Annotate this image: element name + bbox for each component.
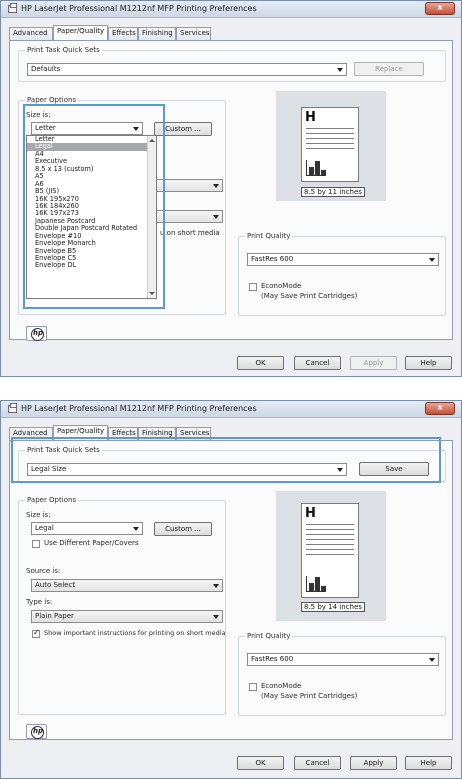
tab-effects[interactable]: Effects [108, 427, 138, 440]
print-quality-value: FastRes 600 [251, 255, 294, 263]
size-option[interactable]: 16K 184x260 [35, 201, 79, 210]
heading-glyph: H [305, 506, 316, 521]
print-quality-select[interactable] [247, 653, 439, 666]
paper-options-title: Paper Options [27, 496, 77, 504]
heading-glyph: H [305, 110, 316, 125]
ok-button[interactable]: OK [237, 756, 284, 770]
print-quality-title: Print Quality [247, 232, 291, 240]
quick-set-select[interactable] [27, 463, 347, 476]
close-button[interactable]: x [425, 2, 455, 15]
size-option[interactable]: A4 [35, 149, 44, 158]
tab-paper-quality[interactable]: Paper/Quality [53, 25, 108, 40]
tab-finishing[interactable]: Finishing [138, 427, 176, 440]
chevron-down-icon [213, 615, 219, 619]
printer-icon [8, 5, 17, 13]
printing-preferences-dialog-1 [0, 0, 462, 377]
show-instructions-label: Show important instructions for printing on short media [44, 629, 226, 637]
size-option[interactable]: Envelope #10 [35, 231, 82, 240]
tab-services[interactable]: Services [176, 427, 211, 440]
source-select[interactable] [31, 579, 223, 592]
title-bar [1, 401, 461, 418]
title-bar [1, 1, 461, 18]
size-option[interactable]: 8.5 x 13 (custom) [35, 164, 94, 173]
quick-set-select[interactable] [27, 63, 347, 76]
preview-size-caption: 8.5 by 11 inches [301, 187, 365, 197]
dropdown-scrollbar[interactable] [147, 136, 156, 298]
window-title: HP LaserJet Professional M1212nf MFP Printing Preferences [21, 4, 257, 13]
apply-button[interactable]: Apply [350, 756, 397, 770]
chevron-down-icon [133, 527, 139, 531]
size-option[interactable]: A5 [35, 172, 44, 181]
size-option[interactable]: Envelope Monarch [35, 239, 96, 248]
close-button[interactable]: x [425, 402, 455, 415]
chevron-down-icon [429, 658, 435, 662]
size-option[interactable]: Japanese Postcard [35, 216, 96, 225]
custom-size-button[interactable]: Custom ... [154, 522, 212, 536]
help-button[interactable]: Help [405, 356, 452, 370]
tab-advanced[interactable]: Advanced [9, 27, 53, 40]
size-option[interactable]: Envelope B5 [35, 246, 77, 255]
help-button[interactable]: Help [405, 756, 452, 770]
chevron-down-icon [429, 258, 435, 262]
chevron-down-icon [337, 68, 343, 72]
size-value: Legal [35, 524, 54, 532]
tab-finishing[interactable]: Finishing [138, 27, 176, 40]
print-quality-select[interactable] [247, 253, 439, 266]
size-option[interactable]: Envelope C5 [35, 254, 77, 262]
cancel-button[interactable]: Cancel [294, 356, 341, 370]
chevron-down-icon [337, 468, 343, 472]
preview-page [301, 503, 359, 598]
paper-quality-panel [9, 440, 453, 740]
quick-set-value: Legal Size [31, 465, 67, 473]
tab-advanced[interactable]: Advanced [9, 427, 53, 440]
size-option[interactable]: B5 (JIS) [35, 187, 60, 196]
size-option[interactable]: Executive [35, 157, 68, 166]
hp-logo: hp [26, 326, 47, 341]
size-option[interactable]: Double Japan Postcard Rotated [35, 224, 138, 233]
scroll-up-icon[interactable] [149, 139, 155, 142]
quick-set-value: Defaults [31, 65, 61, 73]
preview-page [301, 107, 359, 182]
ok-button[interactable]: OK [237, 356, 284, 370]
tab-paper-quality[interactable]: Paper/Quality [53, 425, 108, 440]
size-option[interactable]: A6 [35, 179, 44, 188]
economode-note: (May Save Print Cartridges) [261, 292, 358, 300]
printer-icon [8, 405, 17, 413]
scroll-down-icon[interactable] [149, 292, 155, 295]
tab-services[interactable]: Services [176, 27, 211, 40]
size-label: Size is: [26, 111, 51, 119]
type-label: Type is: [26, 598, 53, 606]
print-quality-value: FastRes 600 [251, 655, 294, 663]
custom-size-button[interactable]: Custom ... [154, 122, 212, 136]
type-value: Plain Paper [35, 612, 74, 620]
chart-thumbnail-icon [306, 160, 326, 176]
save-button[interactable]: Save [359, 462, 429, 476]
size-option[interactable]: 16K 197x273 [35, 209, 79, 218]
quick-sets-group [18, 446, 446, 482]
show-instructions-partial: u on short media [160, 229, 220, 237]
economode-label: EconoMode [261, 282, 302, 290]
preview-size-caption: 8.5 by 14 inches [301, 602, 365, 612]
print-quality-group [238, 632, 446, 716]
different-paper-checkbox[interactable] [32, 540, 40, 548]
paper-options-group [18, 496, 226, 715]
apply-button[interactable]: Apply [350, 356, 397, 370]
quick-sets-title: Print Task Quick Sets [27, 46, 100, 54]
tab-effects[interactable]: Effects [108, 27, 138, 40]
size-option[interactable]: Legal [27, 143, 156, 150]
economode-checkbox[interactable] [249, 283, 257, 291]
window-title: HP LaserJet Professional M1212nf MFP Printing Preferences [21, 404, 257, 413]
paper-options-title: Paper Options [27, 96, 77, 104]
size-select[interactable] [31, 522, 143, 535]
size-value: Letter [35, 124, 56, 132]
source-label: Source is: [26, 567, 61, 575]
size-select[interactable] [31, 122, 143, 135]
chevron-down-icon [213, 184, 219, 188]
economode-checkbox[interactable] [249, 683, 257, 691]
print-quality-group [238, 232, 446, 316]
size-option[interactable]: Envelope DL [35, 261, 77, 270]
size-dropdown-list[interactable] [26, 135, 157, 299]
printing-preferences-dialog-2 [0, 400, 462, 779]
economode-label: EconoMode [261, 682, 302, 690]
type-select[interactable] [31, 610, 223, 623]
size-label: Size is: [26, 511, 51, 519]
show-instructions-checkbox[interactable] [32, 630, 40, 638]
economode-note: (May Save Print Cartridges) [261, 692, 358, 700]
size-option[interactable]: Letter [35, 135, 55, 143]
chevron-down-icon [213, 215, 219, 219]
different-paper-label: Use Different Paper/Covers [44, 539, 139, 547]
replace-button[interactable]: Replace [354, 62, 424, 76]
cancel-button[interactable]: Cancel [294, 756, 341, 770]
paper-preview [276, 491, 386, 621]
quick-sets-title: Print Task Quick Sets [27, 446, 100, 454]
print-quality-title: Print Quality [247, 632, 291, 640]
chart-thumbnail-icon [306, 576, 326, 592]
hp-logo: hp [26, 724, 47, 739]
paper-preview [276, 91, 386, 201]
source-value: Auto Select [35, 581, 76, 589]
chevron-down-icon [213, 584, 219, 588]
quick-sets-group [18, 46, 446, 82]
chevron-down-icon [133, 127, 139, 131]
size-option[interactable]: 16K 195x270 [35, 194, 79, 203]
